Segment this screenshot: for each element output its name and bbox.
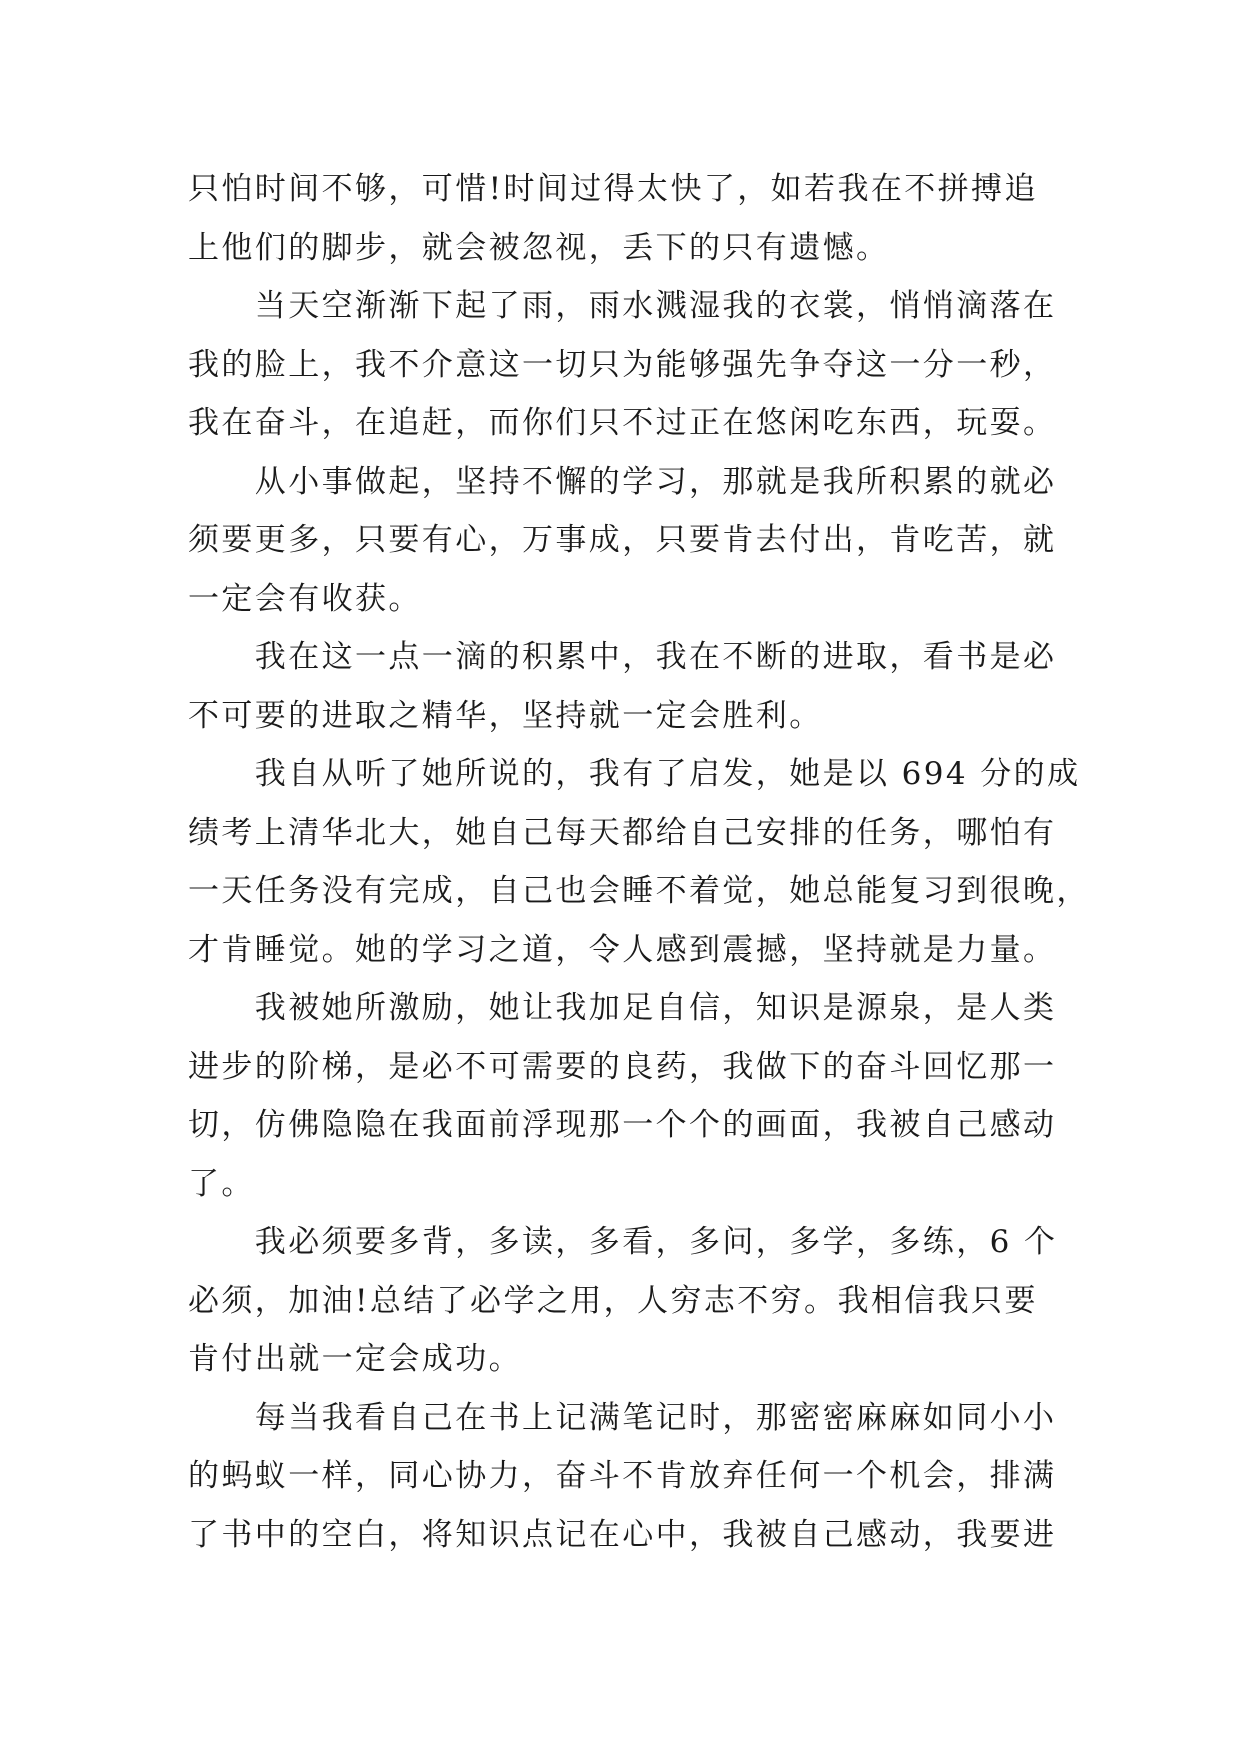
text-line: 才肯睡觉。她的学习之道，令人感到震撼，坚持就是力量。 — [188, 931, 1057, 968]
text-line: 一定会有收获。 — [188, 580, 422, 617]
text-line: 的蚂蚁一样，同心协力，奋斗不肯放弃任何一个机会，排满 — [188, 1458, 1057, 1494]
text-line: 我自从听了她所说的，我有了启发，她是以 694 分的成 — [188, 756, 1081, 792]
text-line: 我被她所激励，她让我加足自信，知识是源泉，是人类 — [188, 990, 1057, 1026]
text-line: 每当我看自己在书上记满笔记时，那密密麻麻如同小小 — [188, 1399, 1057, 1436]
text-line: 不可要的进取之精华，坚持就一定会胜利。 — [188, 697, 823, 734]
text-line: 须要更多，只要有心，万事成，只要肯去付出，肯吃苦，就 — [188, 522, 1057, 558]
text-line: 我在这一点一滴的积累中，我在不断的进取，看书是必 — [188, 639, 1057, 675]
text-line: 切，仿佛隐隐在我面前浮现那一个个的画面，我被自己感动 — [188, 1107, 1057, 1143]
text-line: 只怕时间不够，可惜!时间过得太快了，如若我在不拼搏追 — [188, 171, 1038, 207]
text-line: 从小事做起，坚持不懈的学习，那就是我所积累的就必 — [188, 463, 1057, 500]
text-line: 绩考上清华北大，她自己每天都给自己安排的任务，哪怕有 — [188, 814, 1057, 851]
text-line: 我在奋斗，在追赶，而你们只不过正在悠闲吃东西，玩耍。 — [188, 405, 1057, 441]
body-text — [188, 160, 1090, 1564]
text-line: 我必须要多背，多读，多看，多问，多学，多练，6 个 — [188, 1224, 1058, 1260]
text-line: 进步的阶梯，是必不可需要的良药，我做下的奋斗回忆那一 — [188, 1048, 1057, 1085]
text-line: 上他们的脚步，就会被忽视，丢下的只有遗憾。 — [188, 229, 890, 266]
text-line: 当天空渐渐下起了雨，雨水溅湿我的衣裳，悄悄滴落在 — [188, 288, 1057, 324]
text-line: 我的脸上，我不介意这一切只为能够强先争夺这一分一秒， — [188, 346, 1057, 383]
text-line: 肯付出就一定会成功。 — [188, 1341, 522, 1377]
text-line: 一天任务没有完成，自己也会睡不着觉，她总能复习到很晚， — [188, 873, 1090, 909]
text-line: 必须，加油!总结了必学之用，人穷志不穷。我相信我只要 — [188, 1282, 1038, 1319]
text-line: 了。 — [188, 1165, 255, 1202]
text-line: 了书中的空白，将知识点记在心中，我被自己感动，我要进 — [188, 1516, 1057, 1553]
